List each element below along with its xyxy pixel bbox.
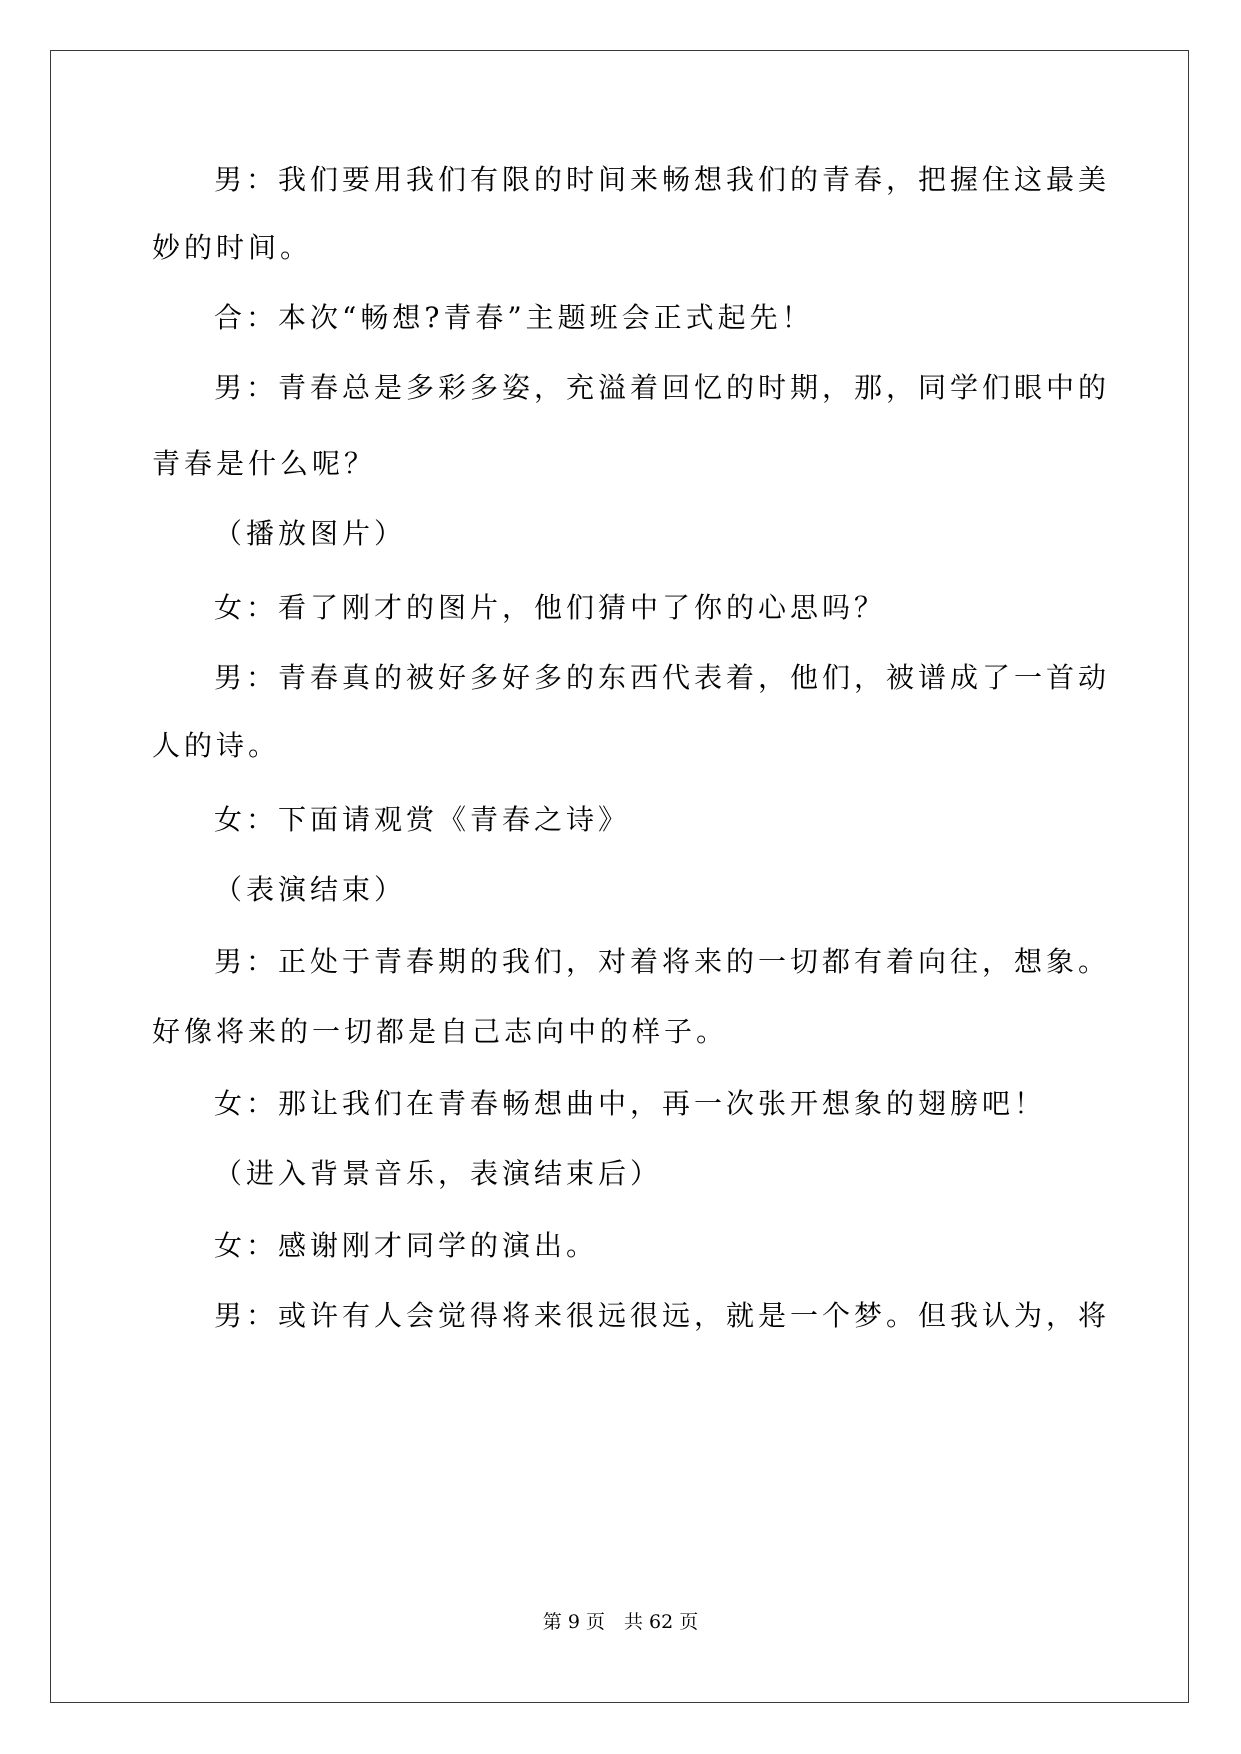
paragraph-line: 男：或许有人会觉得将来很远很远，就是一个梦。但我认为，将 — [214, 1299, 1111, 1332]
paragraph-line: 男：我们要用我们有限的时间来畅想我们的青春，把握住这最美 — [214, 163, 1111, 196]
paragraph-line: 男：青春总是多彩多姿，充溢着回忆的时期，那，同学们眼中的 — [214, 371, 1111, 404]
paragraph-line: 人的诗。 — [152, 729, 281, 762]
paragraph-line: （播放图片） — [214, 517, 407, 550]
paragraph-line: 青春是什么呢？ — [152, 447, 377, 480]
paragraph-line: 女：下面请观赏《青春之诗》 — [214, 803, 631, 836]
paragraph-line: 男：正处于青春期的我们，对着将来的一切都有着向往，想象。 — [214, 945, 1111, 978]
page-number: 第 9 页 共 62 页 — [542, 1611, 699, 1633]
paragraph-line: 好像将来的一切都是自己志向中的样子。 — [152, 1015, 729, 1048]
paragraph-line: 女：感谢刚才同学的演出。 — [214, 1229, 599, 1262]
paragraph-line: 妙的时间。 — [152, 231, 313, 264]
paragraph-line: 女：那让我们在青春畅想曲中，再一次张开想象的翅膀吧！ — [214, 1087, 1047, 1120]
paragraph-line: 男：青春真的被好多好多的东西代表着，他们，被谱成了一首动 — [214, 661, 1111, 694]
paragraph-line: （进入背景音乐，表演结束后） — [214, 1157, 663, 1190]
paragraph-line: 合：本次“畅想?青春”主题班会正式起先！ — [214, 301, 814, 334]
paragraph-line: 女：看了刚才的图片，他们猜中了你的心思吗？ — [214, 591, 887, 624]
paragraph-line: （表演结束） — [214, 873, 407, 906]
